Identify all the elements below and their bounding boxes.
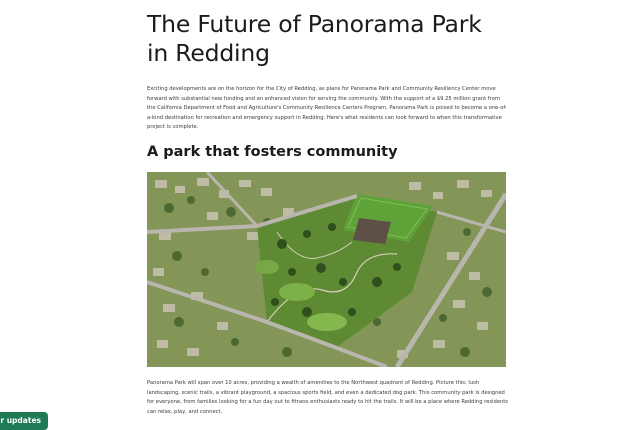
page-title: The Future of Panorama Park in Redding xyxy=(147,10,482,67)
section-heading: A park that fosters community xyxy=(147,144,398,160)
intro-paragraph: Exciting developments are on the horizon for the City of Redding, as plans for Panorama Park and Community Resiliency Center move forward with substantial new funding and an enhanced vision for serving the community. With the support of a $9.25 million grant from the California Department of Food and Agriculture's Community Resilience Centers Program, Panorama Park is poised to become a one-of-a-kind destination for recreation and emergency support in Redding. Here's what residents can look forward to when this transformative project is complete. xyxy=(147,86,507,131)
body-paragraph: Panorama Park will span over 10 acres, providing a wealth of amenities to the Northwest quadrant of Redding. Picture this: lush landscaping, scenic trails, a vibrant playground, a spacious sports field, and even a dedicated dog park. This community park is designed for everyone, from families looking for a fun day out to fitness enthusiasts ready to hit the trails. It will be a place where Redding residents can relax, play, and connect. xyxy=(147,380,509,415)
aerial-park-rendering-image xyxy=(147,172,506,367)
updates-button[interactable]: r updates xyxy=(0,412,48,430)
